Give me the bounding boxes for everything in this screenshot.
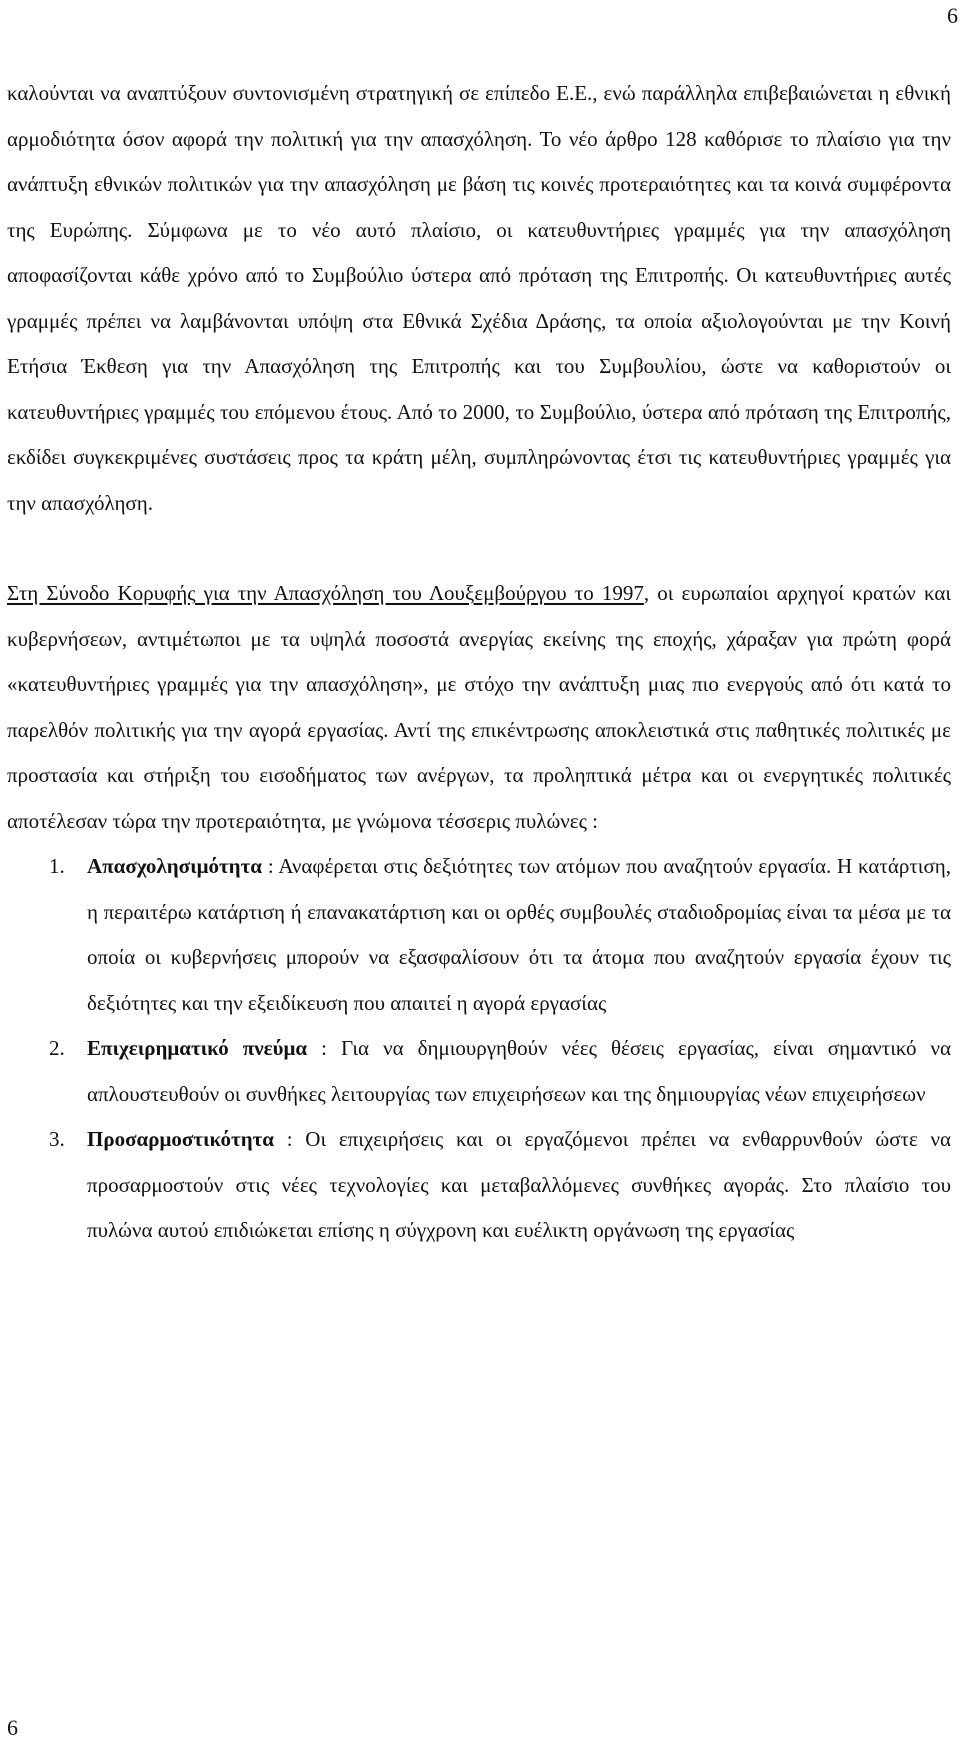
pillar-term: Επιχειρηματικό πνεύμα [87,1036,308,1060]
pillar-description: : Για να δημιουργηθούν νέες θέσεις εργασίας, είναι σημαντικό να απλουστευθούν οι συνθήκες λειτουργίας των επιχειρήσεων και της δημιουργίας νέων επιχειρήσεων [87,1036,951,1106]
page-number-bottom: 6 [7,1715,18,1740]
list-item [7,844,951,1026]
list-item [7,1117,951,1254]
pillar-term: Απασχολησιμότητα [87,854,262,878]
document-body [7,71,951,1254]
list-item-number: 3. [49,1127,65,1151]
list-item [7,1026,951,1117]
paragraph-luxembourg-summit [7,571,951,844]
pillars-list [7,844,951,1254]
paragraph-employment-strategy: καλούνται να αναπτύξουν συντονισμένη στρατηγική σε επίπεδο Ε.Ε., ενώ παράλληλα επιβεβαιώνεται η εθνική αρμοδιότητα όσον αφορά την πολιτική για την απασχόληση. Το νέο άρθρο 128 καθόρισε το πλαίσιο για την ανάπτυξη εθνικών πολιτικών για την απασχόληση με βάση τις κοινές προτεραιότητες και τα κοινά συμφέροντα της Ευρώπης. Σύμφωνα με το νέο αυτό πλαίσιο, οι κατευθυντήριες γραμμές για την απασχόληση αποφασίζονται κάθε χρόνο από το Συμβούλιο ύστερα από πρόταση της Επιτροπής. Οι κατευθυντήριες αυτές γραμμές πρέπει να λαμβάνονται υπόψη στα Εθνικά Σχέδια Δράσης, τα οποία αξιολογούνται με την Κοινή Ετήσια Έκθεση για την Απασχόληση της Επιτροπής και του Συμβουλίου, ώστε να καθοριστούν οι κατευθυντήριες γραμμές του επόμενου έτους. Από το 2000, το Συμβούλιο, ύστερα από πρόταση της Επιτροπής, εκδίδει συγκεκριμένες συστάσεις προς τα κράτη μέλη, συμπληρώνοντας έτσι τις κατευθυντήριες γραμμές για την απασχόληση. [7,81,951,515]
pillar-term: Προσαρμοστικότητα [87,1127,275,1151]
list-item-number: 1. [49,854,65,878]
list-item-number: 2. [49,1036,65,1060]
pillar-description: : Αναφέρεται στις δεξιότητες των ατόμων που αναζητούν εργασία. Η κατάρτιση, η περαιτέρω κατάρτιση ή επανακατάρτιση και οι ορθές συμβουλές σταδιοδρομίας είναι τα μέσα με τα οποία οι κυβερνήσεις μπορούν να εξασφαλίσουν ότι τα άτομα που αναζητούν εργασία έχουν τις δεξιότητες και την εξειδίκευση που απαιτεί η αγορά εργασίας [87,854,951,1015]
paragraph-luxembourg-summit-text: , οι ευρωπαίοι αρχηγοί κρατών και κυβερνήσεων, αντιμέτωποι με τα υψηλά ποσοστά ανεργίας εκείνης της εποχής, χάραξαν για πρώτη φορά «κατευθυντήριες γραμμές για την απασχόληση», με στόχο την ανάπτυξη μιας πιο ενεργούς από ότι κατά το παρελθόν πολιτικής για την αγορά εργασίας. Αντί της επικέντρωσης αποκλειστικά στις παθητικές πολιτικές με προστασία και στήριξη του εισοδήματος των ανέργων, τα προληπτικά μέτρα και οι ενεργητικές πολιτικές αποτέλεσαν τώρα την προτεραιότητα, με γνώμονα τέσσερις πυλώνες : [7,581,951,833]
pillar-description: : Οι επιχειρήσεις και οι εργαζόμενοι πρέπει να ενθαρρυνθούν ώστε να προσαρμοστούν στις νέες τεχνολογίες και μεταβαλλόμενες συνθήκες αγοράς. Στο πλαίσιο του πυλώνα αυτού επιδιώκεται επίσης η σύγχρονη και ευέλικτη οργάνωση της εργασίας [87,1127,951,1242]
page-number-top: 6 [947,3,958,28]
underlined-summit-reference: Στη Σύνοδο Κορυφής για την Απασχόληση του Λουξεμβούργου το 1997 [7,581,644,605]
